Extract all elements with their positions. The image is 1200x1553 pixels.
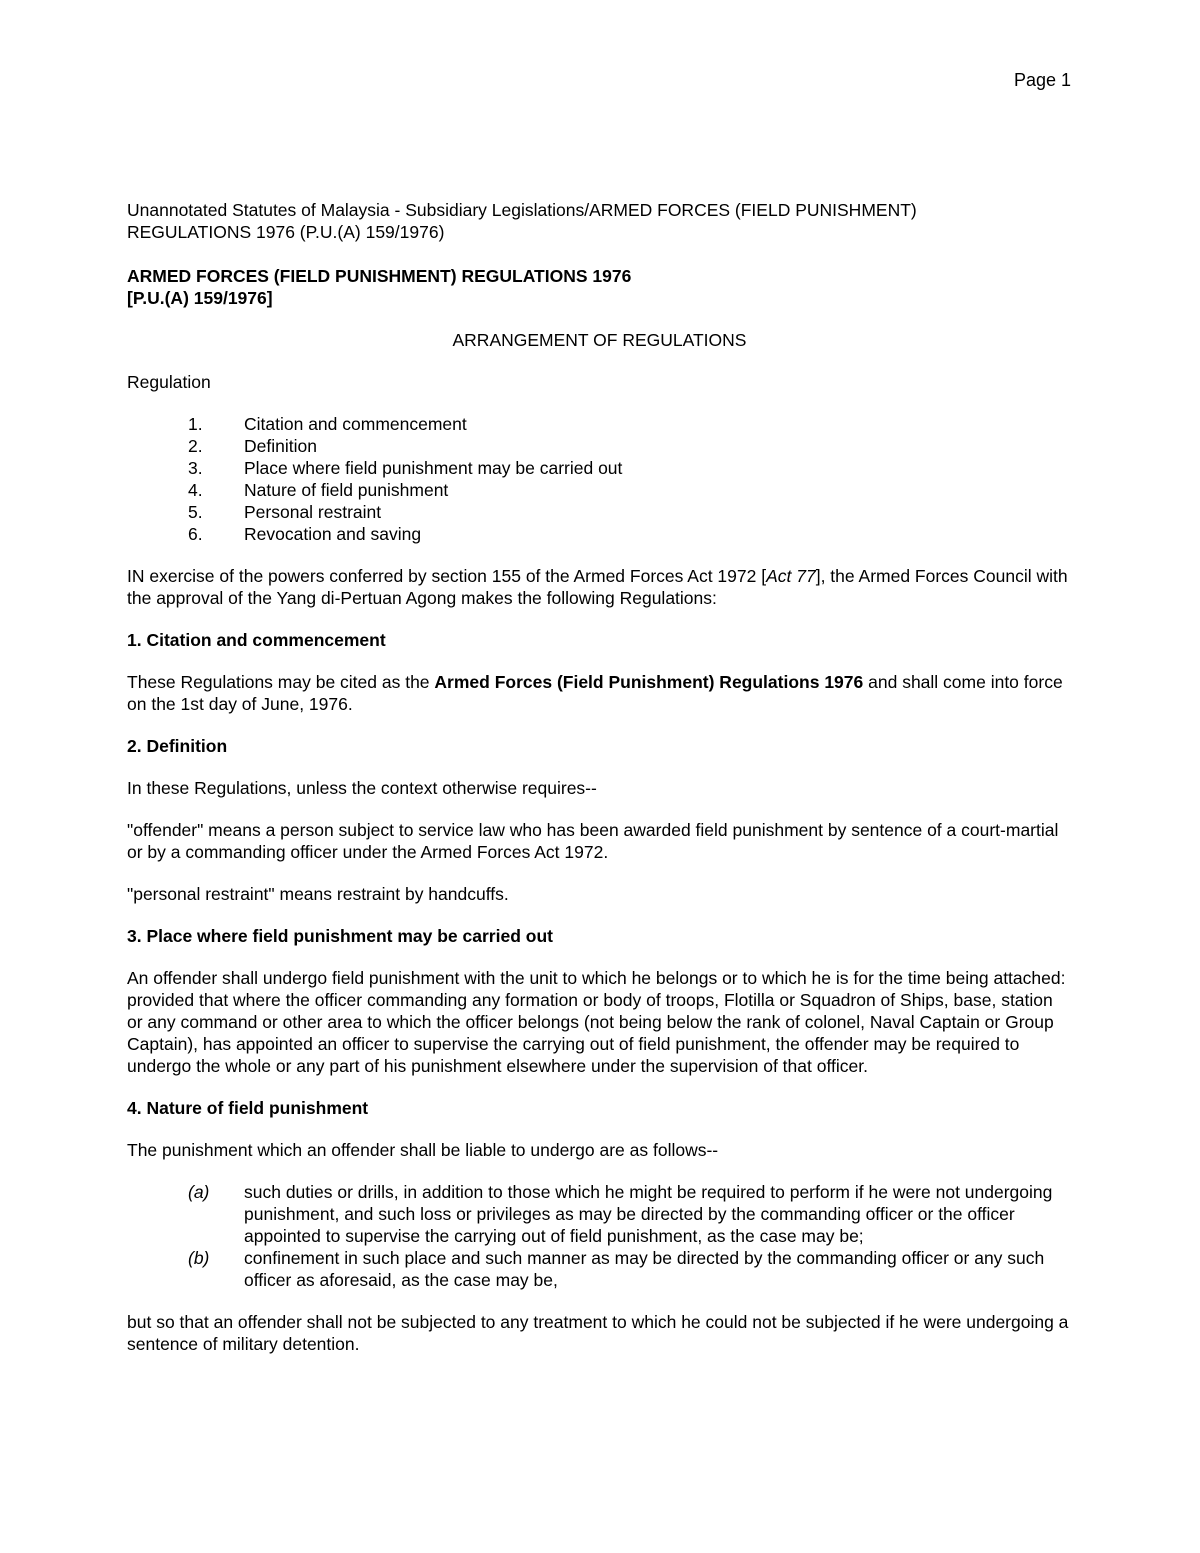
regulation-list-item	[127, 413, 1072, 435]
regulation-list-item	[127, 501, 1072, 523]
regulation-list-item	[127, 523, 1072, 545]
section-1-heading: 1. Citation and commencement	[127, 630, 386, 650]
title-line-2: [P.U.(A) 159/1976]	[127, 288, 273, 308]
section-2-heading: 2. Definition	[127, 736, 228, 756]
section-2-intro: In these Regulations, unless the context otherwise requires--	[127, 778, 597, 798]
item-label: (a)	[188, 1182, 210, 1202]
item-text: Revocation and saving	[244, 524, 422, 544]
act-reference: Act 77	[766, 566, 816, 586]
regulation-list-item	[127, 457, 1072, 479]
item-text: Personal restraint	[244, 502, 382, 522]
section-3-heading: 3. Place where field punishment may be carried out	[127, 926, 553, 946]
item-number: 3.	[188, 458, 203, 478]
item-number: 1.	[188, 414, 203, 434]
regulation-list	[127, 413, 1072, 545]
regulation-list-item	[127, 435, 1072, 457]
section-4-intro: The punishment which an offender shall be liable to undergo are as follows--	[127, 1140, 719, 1160]
item-number: 5.	[188, 502, 203, 522]
item-text: Place where field punishment may be carried out	[244, 458, 623, 478]
section-4-heading: 4. Nature of field punishment	[127, 1098, 369, 1118]
item-number: 2.	[188, 436, 203, 456]
item-text: confinement in such place and such manner as may be directed by the commanding officer or any such officer as aforesaid, as the case may be,	[244, 1248, 1045, 1290]
page-number: Page 1	[1013, 70, 1071, 90]
source-header-line-2: REGULATIONS 1976 (P.U.(A) 159/1976)	[127, 222, 445, 242]
punishment-list	[127, 1181, 1072, 1291]
item-text: Definition	[244, 436, 317, 456]
section-3-text: An offender shall undergo field punishment with the unit to which he belongs or to which he is for the time being attached: provided that where the officer commanding any formation or body of troops, Flotilla or Squadron of Ships, base, station or any command or other area to which the officer belongs (not being below the rank of colonel, Naval Captain or Group Captain), has appointed an officer to supervise the carrying out of field punishment, the offender may be required to undergo the whole or any part of his punishment elsewhere under the supervision of that officer.	[127, 968, 1066, 1076]
item-number: 6.	[188, 524, 203, 544]
short-title: Armed Forces (Field Punishment) Regulations 1976	[434, 672, 864, 692]
regulation-label: Regulation	[127, 372, 211, 392]
definition-offender: "offender" means a person subject to service law who has been awarded field punishment by sentence of a court-martial or by a commanding officer under the Armed Forces Act 1972.	[127, 820, 1059, 862]
regulation-list-item	[127, 479, 1072, 501]
title-line-1: ARMED FORCES (FIELD PUNISHMENT) REGULATIONS 1976	[127, 266, 632, 286]
source-header-line-1: Unannotated Statutes of Malaysia - Subsidiary Legislations/ARMED FORCES (FIELD PUNISHMENT)	[127, 200, 917, 220]
item-text: such duties or drills, in addition to those which he might be required to perform if he were not undergoing punishment, and such loss or privileges as may be directed by the commanding officer or the officer appointed to supervise the carrying out of field punishment, as the case may be;	[244, 1182, 1053, 1246]
item-label: (b)	[188, 1248, 210, 1268]
punishment-list-item	[127, 1181, 1072, 1247]
section-1-text: These Regulations may be cited as the Armed Forces (Field Punishment) Regulations 1976 and shall come into force on the 1st day of June, 1976.	[127, 672, 1063, 714]
preamble-paragraph: IN exercise of the powers conferred by section 155 of the Armed Forces Act 1972 [Act 77], the Armed Forces Council with the approval of the Yang di-Pertuan Agong makes the following Regulations:	[127, 566, 1068, 608]
item-text: Citation and commencement	[244, 414, 467, 434]
document-title	[127, 265, 1072, 309]
item-text: Nature of field punishment	[244, 480, 449, 500]
definition-personal-restraint: "personal restraint" means restraint by handcuffs.	[127, 884, 509, 904]
item-number: 4.	[188, 480, 203, 500]
section-4-closing: but so that an offender shall not be subjected to any treatment to which he could not be subjected if he were undergoing a sentence of military detention.	[127, 1312, 1069, 1354]
punishment-list-item	[127, 1247, 1072, 1291]
document-body	[127, 199, 1072, 1355]
arrangement-heading: ARRANGEMENT OF REGULATIONS	[452, 330, 747, 350]
